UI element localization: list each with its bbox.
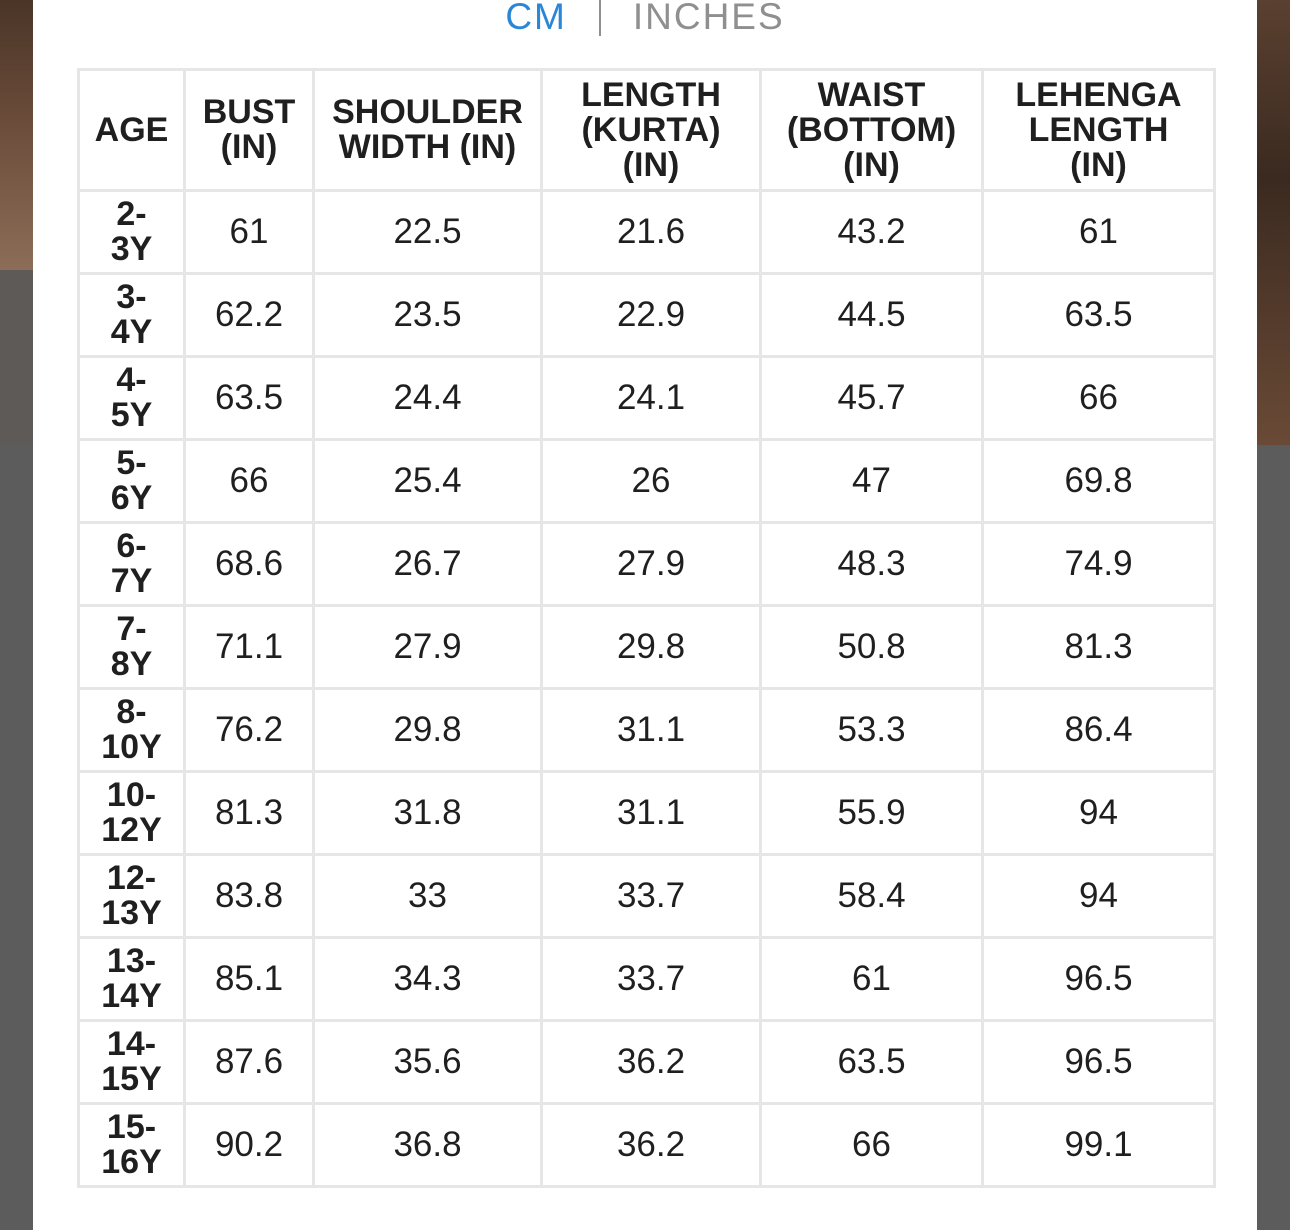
cell-length-kurta: 27.9	[542, 523, 761, 606]
col-header-bust	[185, 70, 314, 191]
age-line: 13-	[106, 942, 157, 980]
cell-bust: 81.3	[185, 772, 314, 855]
age-line: 10Y	[101, 728, 162, 766]
cell-waist-bottom: 63.5	[761, 1021, 983, 1104]
cell-bust: 83.8	[185, 855, 314, 938]
table-row	[79, 855, 1215, 938]
cell-bust: 66	[185, 440, 314, 523]
age-line: 16Y	[101, 1143, 162, 1181]
background-image-right	[1257, 0, 1290, 445]
cell-age	[79, 938, 185, 1021]
size-chart-sheet	[33, 0, 1257, 1230]
cell-length-kurta: 33.7	[542, 938, 761, 1021]
cell-bust: 63.5	[185, 357, 314, 440]
cell-age	[79, 1104, 185, 1187]
table-body	[79, 191, 1215, 1187]
cell-age	[79, 855, 185, 938]
cell-length-kurta: 31.1	[542, 772, 761, 855]
cell-length-kurta: 36.2	[542, 1021, 761, 1104]
age-line: 15Y	[101, 1060, 162, 1098]
cell-lehenga-length: 74.9	[983, 523, 1215, 606]
cell-age	[79, 772, 185, 855]
cell-shoulder-width: 24.4	[314, 357, 542, 440]
table-row	[79, 357, 1215, 440]
table-row	[79, 606, 1215, 689]
age-line: 8-	[116, 693, 147, 731]
cell-age	[79, 357, 185, 440]
table-row	[79, 1104, 1215, 1187]
cell-waist-bottom: 43.2	[761, 191, 983, 274]
cell-bust: 76.2	[185, 689, 314, 772]
header-line: WIDTH (IN)	[338, 128, 517, 166]
table-row	[79, 772, 1215, 855]
header-line: LEHENGA	[1015, 75, 1182, 114]
header-line: LENGTH	[1028, 110, 1169, 149]
age-line: 7Y	[110, 562, 153, 600]
cell-lehenga-length: 69.8	[983, 440, 1215, 523]
cell-lehenga-length: 94	[983, 772, 1215, 855]
background-overlay-left	[0, 445, 33, 1230]
header-line: SHOULDER	[332, 93, 523, 131]
cell-bust: 71.1	[185, 606, 314, 689]
header-line: (IN)	[622, 145, 680, 184]
header-line: (KURTA)	[581, 110, 721, 149]
col-header-age	[79, 70, 185, 191]
cell-age	[79, 606, 185, 689]
header-line: (IN)	[220, 128, 278, 166]
unit-option-inches[interactable]: INCHES	[632, 0, 785, 37]
cell-length-kurta: 36.2	[542, 1104, 761, 1187]
age-line: 3-	[116, 278, 147, 316]
cell-shoulder-width: 36.8	[314, 1104, 542, 1187]
table-row	[79, 689, 1215, 772]
col-header-shoulder-width	[314, 70, 542, 191]
cell-age	[79, 689, 185, 772]
cell-age	[79, 191, 185, 274]
age-line: 7-	[116, 610, 147, 648]
cell-age	[79, 274, 185, 357]
col-header-lehenga-length	[983, 70, 1215, 191]
cell-lehenga-length: 96.5	[983, 1021, 1215, 1104]
cell-bust: 61	[185, 191, 314, 274]
cell-length-kurta: 26	[542, 440, 761, 523]
cell-shoulder-width: 23.5	[314, 274, 542, 357]
cell-waist-bottom: 61	[761, 938, 983, 1021]
age-line: 10-	[106, 776, 157, 814]
size-chart-table	[77, 68, 1216, 1188]
cell-length-kurta: 24.1	[542, 357, 761, 440]
cell-length-kurta: 21.6	[542, 191, 761, 274]
cell-lehenga-length: 63.5	[983, 274, 1215, 357]
table-row	[79, 191, 1215, 274]
cell-waist-bottom: 45.7	[761, 357, 983, 440]
cell-lehenga-length: 86.4	[983, 689, 1215, 772]
age-line: 12Y	[101, 811, 162, 849]
cell-lehenga-length: 94	[983, 855, 1215, 938]
age-line: 12-	[106, 859, 157, 897]
cell-shoulder-width: 29.8	[314, 689, 542, 772]
cell-lehenga-length: 99.1	[983, 1104, 1215, 1187]
header-line: LENGTH	[581, 75, 721, 114]
table-row	[79, 523, 1215, 606]
cell-shoulder-width: 31.8	[314, 772, 542, 855]
cell-waist-bottom: 66	[761, 1104, 983, 1187]
background-panel-left	[0, 270, 33, 445]
unit-toggle	[33, 0, 1257, 40]
table-row	[79, 274, 1215, 357]
age-line: 5-	[116, 444, 147, 482]
cell-lehenga-length: 61	[983, 191, 1215, 274]
cell-waist-bottom: 47	[761, 440, 983, 523]
table-header-row	[79, 70, 1215, 191]
cell-bust: 90.2	[185, 1104, 314, 1187]
table-row	[79, 938, 1215, 1021]
cell-length-kurta: 33.7	[542, 855, 761, 938]
cell-shoulder-width: 35.6	[314, 1021, 542, 1104]
cell-length-kurta: 29.8	[542, 606, 761, 689]
cell-bust: 62.2	[185, 274, 314, 357]
age-line: 2-	[116, 195, 147, 233]
unit-separator	[599, 0, 601, 36]
unit-option-cm[interactable]: CM	[505, 0, 567, 37]
cell-lehenga-length: 96.5	[983, 938, 1215, 1021]
age-line: 6Y	[110, 479, 153, 517]
table-row	[79, 1021, 1215, 1104]
cell-age	[79, 1021, 185, 1104]
age-line: 8Y	[110, 645, 153, 683]
age-line: 14Y	[101, 977, 162, 1015]
cell-lehenga-length: 66	[983, 357, 1215, 440]
cell-waist-bottom: 55.9	[761, 772, 983, 855]
cell-shoulder-width: 27.9	[314, 606, 542, 689]
header-line: BUST	[202, 93, 296, 131]
col-header-waist-bottom	[761, 70, 983, 191]
age-line: 5Y	[110, 396, 153, 434]
table-row	[79, 440, 1215, 523]
header-line: AGE	[94, 110, 169, 149]
age-line: 3Y	[110, 230, 153, 268]
cell-length-kurta: 31.1	[542, 689, 761, 772]
cell-bust: 87.6	[185, 1021, 314, 1104]
col-header-length-kurta	[542, 70, 761, 191]
cell-length-kurta: 22.9	[542, 274, 761, 357]
age-line: 13Y	[101, 894, 162, 932]
background-image-left	[0, 0, 33, 270]
cell-shoulder-width: 26.7	[314, 523, 542, 606]
cell-bust: 85.1	[185, 938, 314, 1021]
header-line: (IN)	[843, 145, 900, 184]
header-line: (IN)	[1070, 145, 1127, 184]
age-line: 6-	[116, 527, 147, 565]
cell-bust: 68.6	[185, 523, 314, 606]
cell-age	[79, 523, 185, 606]
cell-shoulder-width: 25.4	[314, 440, 542, 523]
age-line: 4-	[116, 361, 147, 399]
header-line: WAIST	[817, 75, 926, 114]
age-line: 14-	[106, 1025, 157, 1063]
age-line: 4Y	[110, 313, 153, 351]
cell-waist-bottom: 44.5	[761, 274, 983, 357]
cell-waist-bottom: 48.3	[761, 523, 983, 606]
cell-waist-bottom: 53.3	[761, 689, 983, 772]
cell-shoulder-width: 33	[314, 855, 542, 938]
cell-shoulder-width: 34.3	[314, 938, 542, 1021]
header-line: (BOTTOM)	[786, 110, 957, 149]
cell-lehenga-length: 81.3	[983, 606, 1215, 689]
age-line: 15-	[106, 1108, 157, 1146]
cell-waist-bottom: 58.4	[761, 855, 983, 938]
background-overlay-right	[1257, 445, 1290, 1230]
cell-age	[79, 440, 185, 523]
cell-waist-bottom: 50.8	[761, 606, 983, 689]
cell-shoulder-width: 22.5	[314, 191, 542, 274]
